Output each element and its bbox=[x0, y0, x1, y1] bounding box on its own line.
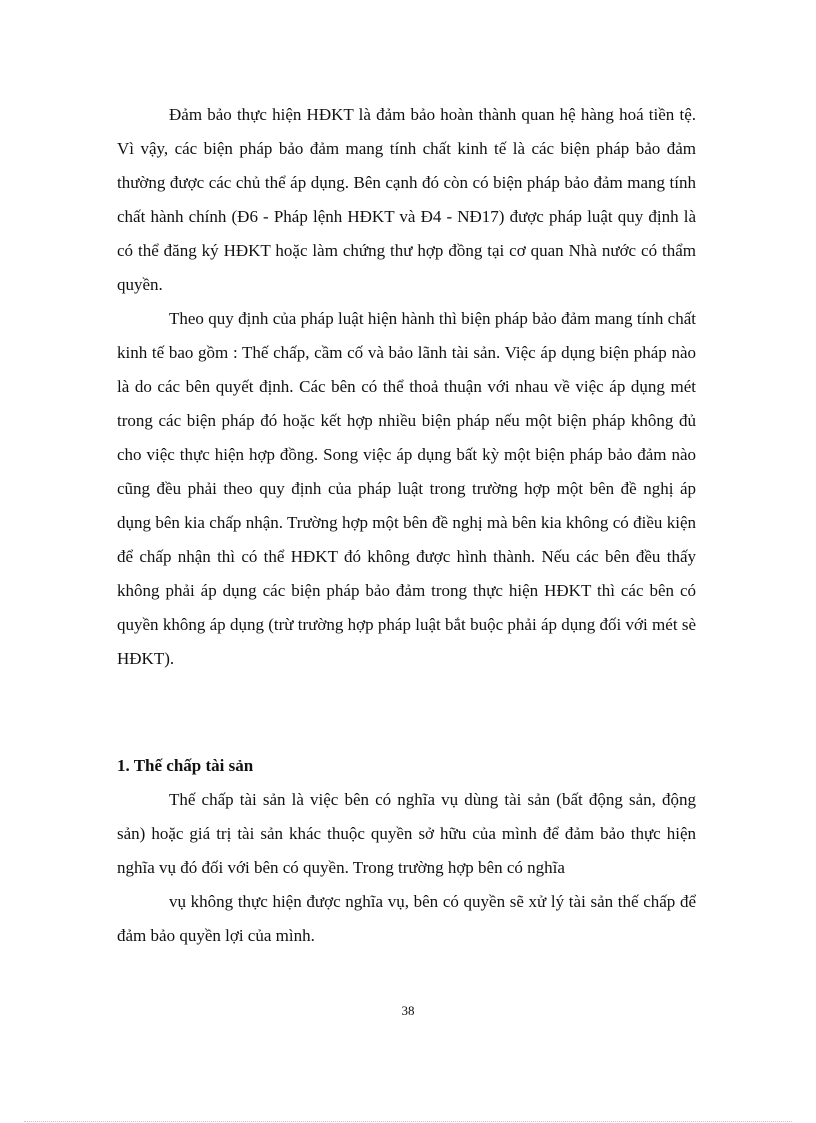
paragraph-economic-measures: Theo quy định của pháp luật hiện hành thì biện pháp bảo đảm mang tính chất kinh tế bao gồm : Thế chấp, cầm cố và bảo lãnh tài sản. Việc áp dụng biện pháp nào là do các bên quyết định. Các bên có thể thoả thuận với nhau về việc áp dụng mét trong các biện pháp đó hoặc kết hợp nhiều biện pháp nếu một biện pháp không đủ cho việc thực hiện hợp đồng. Song việc áp dụng bất kỳ một biện pháp bảo đảm nào cũng đều phải theo quy định của pháp luật trong trường hợp một bên đề nghị áp dụng bên kia chấp nhận. Trường hợp một bên đề nghị mà bên kia không có điều kiện để chấp nhận thì có thể HĐKT đó không được hình thành. Nếu các bên đều thấy không phải áp dụng các biện pháp bảo đảm trong thực hiện HĐKT thì các bên có quyền không áp dụng (trừ trường hợp pháp luật bắt buộc phải áp dụng đối với mét sè HĐKT). bbox=[117, 309, 696, 668]
paragraph-mortgage-enforcement: vụ không thực hiện được nghĩa vụ, bên có quyền sẽ xử lý tài sản thế chấp để đảm bảo quyền lợi của mình. bbox=[117, 892, 696, 945]
section-heading: 1. Thế chấp tài sản bbox=[117, 756, 254, 775]
section-mortgage bbox=[117, 749, 696, 953]
page-bottom-divider bbox=[24, 1121, 792, 1122]
paragraph-contract-guarantee: Đảm bảo thực hiện HĐKT là đảm bảo hoàn thành quan hệ hàng hoá tiền tệ. Vì vậy, các biện pháp bảo đảm mang tính chất kinh tế là các biện pháp bảo đảm thường được các chủ thể áp dụng. Bên cạnh đó còn có biện pháp bảo đảm mang tính chất hành chính (Đ6 - Pháp lệnh HĐKT và Đ4 - NĐ17) được pháp luật quy định là có thể đăng ký HĐKT hoặc làm chứng thư hợp đồng tại cơ quan Nhà nước có thẩm quyền. bbox=[117, 105, 696, 294]
body-text bbox=[117, 98, 696, 676]
paragraph-mortgage-definition: Thế chấp tài sản là việc bên có nghĩa vụ dùng tài sản (bất động sản, động sản) hoặc giá trị tài sản khác thuộc quyền sở hữu của mình để đảm bảo thực hiện nghĩa vụ đó đối với bên có quyền. Trong trường hợp bên có nghĩa bbox=[117, 790, 696, 877]
page-number: 38 bbox=[401, 1003, 415, 1018]
